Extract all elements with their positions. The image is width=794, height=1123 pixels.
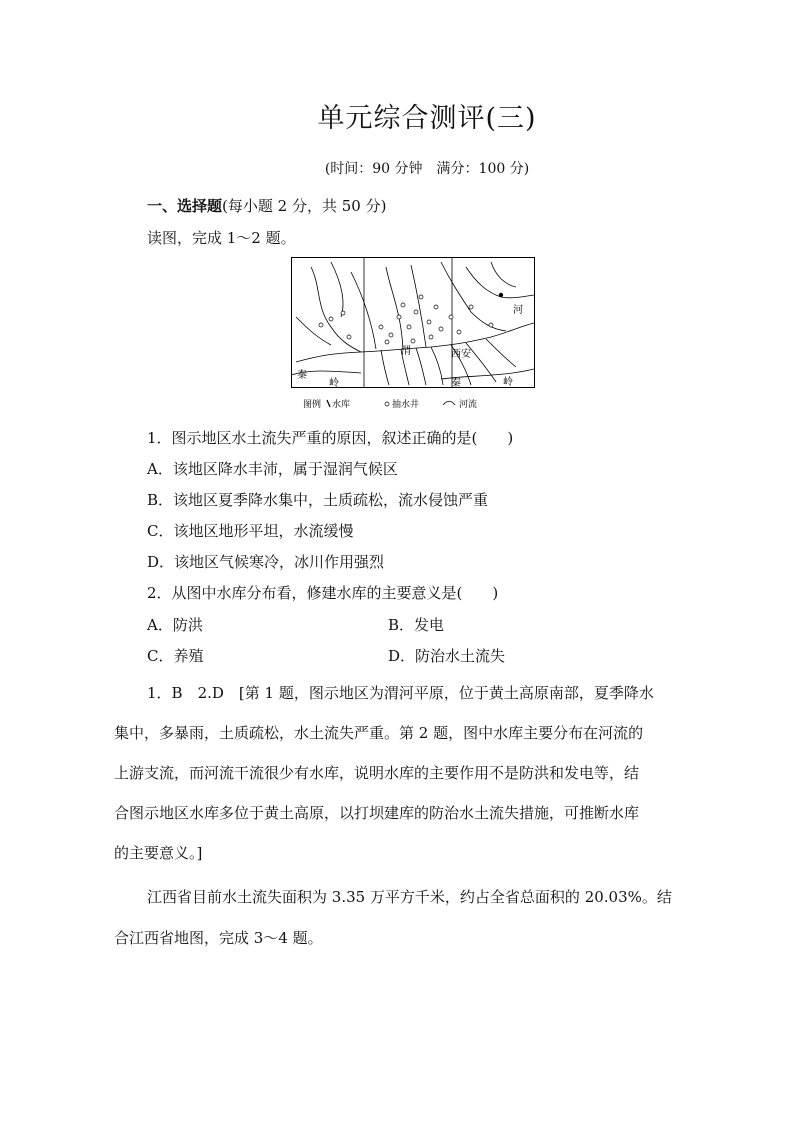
question-2-stem: 2．从图中水库分布看，修建水库的主要意义是( ) bbox=[147, 584, 499, 602]
q2-option-b: B．发电 bbox=[388, 616, 445, 634]
intro-q1-2: 读图，完成 1～2 题。 bbox=[147, 229, 296, 247]
answer-line-1: 1．B 2.D [第 1 题，图示地区为渭河平原，位于黄土高原南部，夏季降水 bbox=[147, 684, 654, 702]
label-xian: 西安 bbox=[451, 349, 471, 360]
paragraph-jiangxi-line-2: 合江西省地图，完成 3～4 题。 bbox=[114, 929, 323, 947]
q1-option-c: C．该地区地形平坦，水流缓慢 bbox=[147, 522, 354, 540]
legend-reservoir: 水库 bbox=[332, 400, 351, 410]
q1-option-d: D．该地区气候寒冷，冰川作用强烈 bbox=[147, 553, 385, 571]
q1-option-b: B．该地区夏季降水集中，土质疏松，流水侵蚀严重 bbox=[147, 491, 489, 509]
label-ling-east: 岭 bbox=[503, 377, 513, 388]
label-wei: 渭 bbox=[401, 346, 411, 357]
label-qin-west: 秦 bbox=[297, 370, 307, 381]
q1-option-a: A．该地区降水丰沛，属于湿润气候区 bbox=[147, 460, 398, 478]
river-legend-icon bbox=[443, 401, 455, 405]
well-legend-icon bbox=[385, 402, 389, 406]
reservoir-legend-icon bbox=[327, 400, 330, 407]
section-note: (每小题 2 分，共 50 分) bbox=[222, 197, 387, 215]
question-1-stem: 1．图示地区水土流失严重的原因，叙述正确的是( ) bbox=[147, 429, 514, 447]
legend-well: 抽水井 bbox=[392, 400, 420, 410]
page-title: 单元综合测评(三) bbox=[317, 103, 537, 134]
weihe-map-figure bbox=[291, 257, 535, 411]
answer-line-5: 的主要意义。] bbox=[114, 844, 203, 862]
answer-line-2: 集中，多暴雨，土质疏松，水土流失严重。第 2 题，图中水库主要分布在河流的 bbox=[114, 724, 644, 742]
legend-river: 河流 bbox=[459, 400, 478, 410]
answer-line-3: 上游支流，而河流干流很少有水库，说明水库的主要作用不是防洪和发电等，结 bbox=[114, 764, 640, 782]
label-qin-east: 秦 bbox=[451, 378, 461, 389]
q2-option-a: A．防洪 bbox=[147, 616, 203, 634]
section-title: 一、选择题 bbox=[147, 197, 223, 215]
label-he: 河 bbox=[513, 305, 523, 316]
answer-line-4: 合图示地区水库多位于黄土高原，以打坝建库的防治水土流失措施，可推断水库 bbox=[114, 804, 640, 822]
paragraph-jiangxi-line-1: 江西省目前水土流失面积为 3.35 万平方千米，约占全省总面积的 20.03%。结 bbox=[147, 888, 672, 906]
exam-info: (时间：90 分钟 满分：100 分) bbox=[324, 161, 530, 177]
q2-option-d: D．防治水土流失 bbox=[388, 647, 506, 665]
q2-option-c: C．养殖 bbox=[147, 647, 204, 665]
legend-title: 图例 bbox=[303, 400, 322, 410]
label-ling-west: 岭 bbox=[329, 378, 339, 389]
section-heading bbox=[147, 195, 386, 216]
